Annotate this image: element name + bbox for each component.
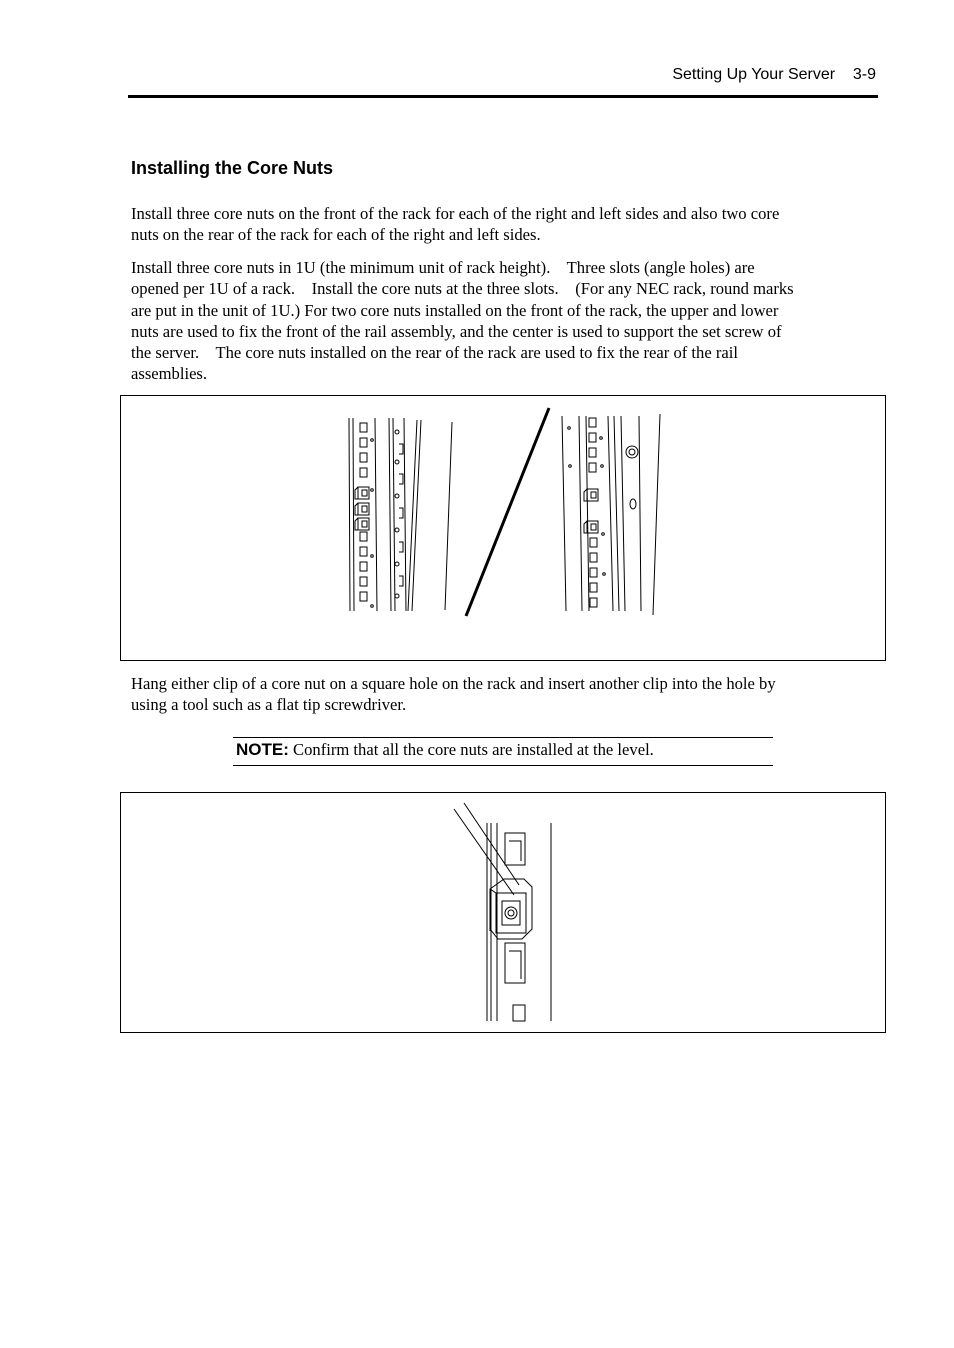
core-nut-insertion-illustration xyxy=(121,793,887,1034)
rear-screw xyxy=(626,446,638,509)
paragraph-hang-clip: Hang either clip of a core nut on a square hole on the rack and insert another clip into the hole by using a tool such as a flat tip screwdriver. xyxy=(131,674,776,715)
separator-line xyxy=(466,408,549,616)
rack-rail-detail xyxy=(487,823,551,1021)
front-core-nuts xyxy=(355,487,369,530)
figure-rack-core-nuts xyxy=(120,395,886,661)
paragraph-core-nut-count: Install three core nuts on the front of the rack for each of the right and left sides and also two core nuts on the rear of the rack for each of the right and left sides. xyxy=(131,204,780,245)
note-box xyxy=(233,737,773,766)
core-nut xyxy=(490,879,532,939)
page-header: Setting Up Your Server 3-9 xyxy=(672,66,876,83)
note-text: Confirm that all the core nuts are installed at the level. xyxy=(288,740,654,759)
header-rule xyxy=(128,95,878,98)
paragraph-core-nut-placement: Install three core nuts in 1U (the minimum unit of rack height). Three slots (angle holes) are opened per 1U of a rack. Install the core nuts at the three slots. (For any NEC rack, round marks are put in the unit of 1U.) For two core nuts installed on the front of the rack, the upper and lower nuts are used to fix the front of the rail assembly, and the center is used to support the set screw of the server. The core nuts installed on the rear of the rack are used to fix the rear of the rail assemblies. xyxy=(131,258,794,384)
rack-illustration xyxy=(121,396,887,662)
note-label: NOTE: xyxy=(236,740,289,759)
rail-square-holes xyxy=(505,833,525,1021)
rear-rack-rail xyxy=(562,414,660,615)
rear-core-nuts xyxy=(584,489,598,533)
section-title: Installing the Core Nuts xyxy=(131,158,334,178)
front-rail-holes xyxy=(395,430,403,598)
figure-insert-core-nut xyxy=(120,792,886,1033)
